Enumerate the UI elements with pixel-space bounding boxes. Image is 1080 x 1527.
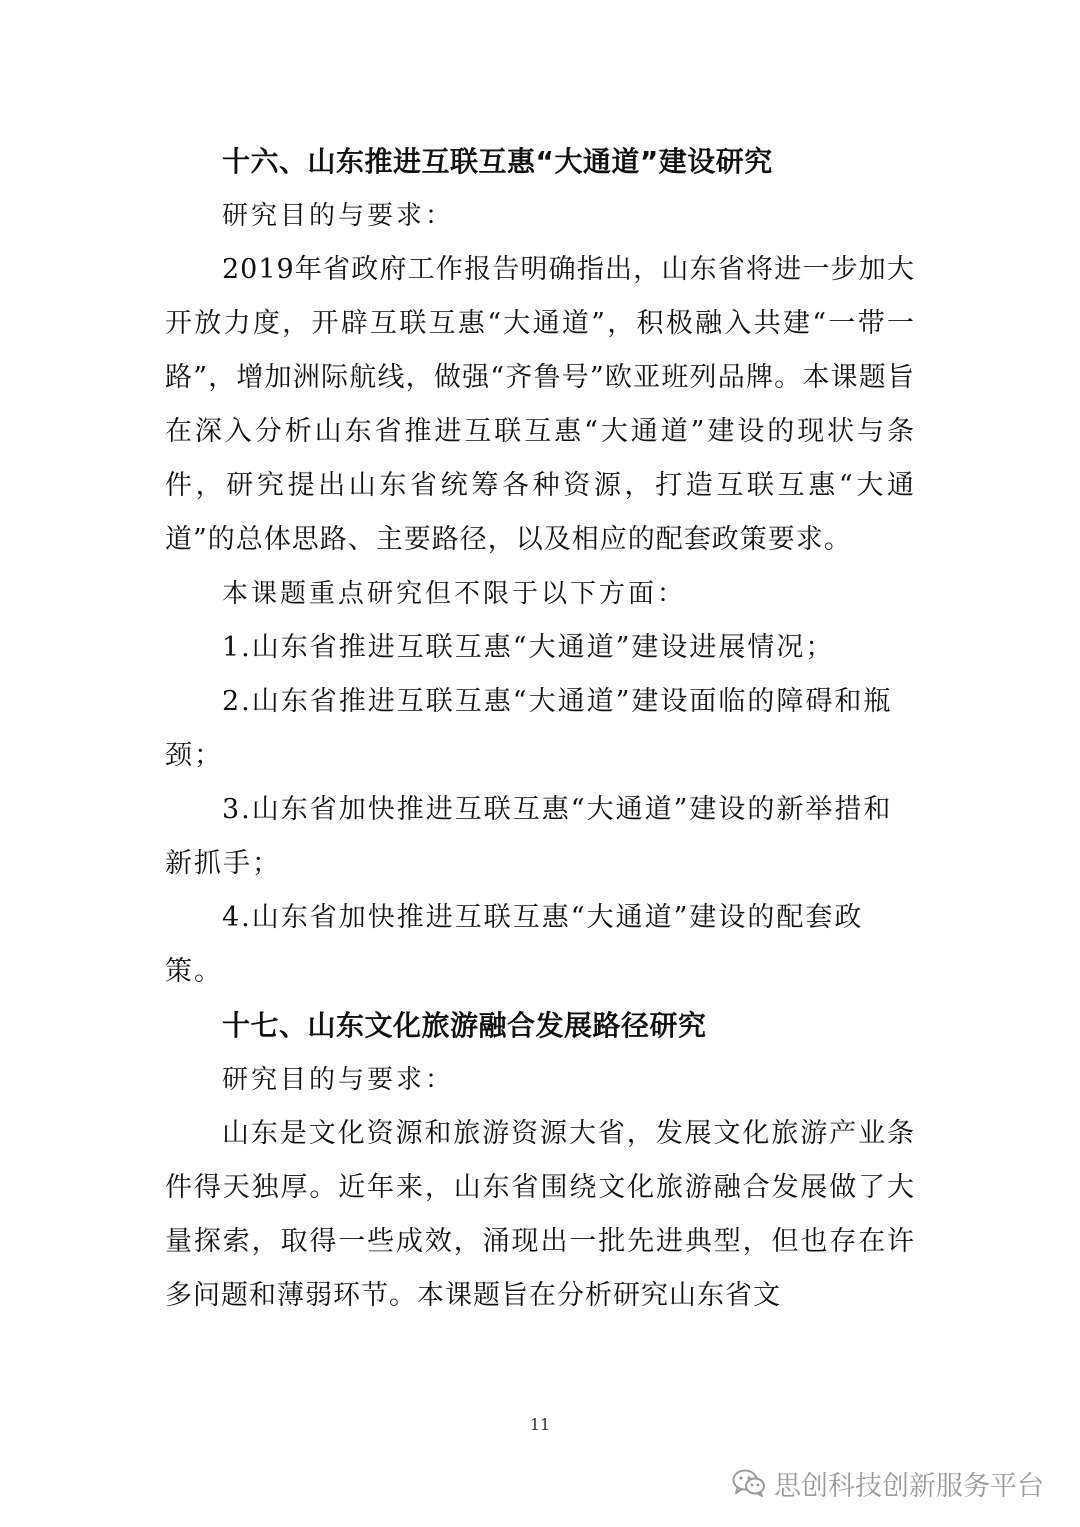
section-16-focus-label: 本课题重点研究但不限于以下方面： (222, 579, 687, 609)
section-16-item-2: 2.山东省推进互联互惠“大通道”建设面临的障碍和瓶颈； (165, 686, 893, 771)
wechat-icon (732, 1468, 766, 1498)
watermark-text: 思创科技创新服务平台 (774, 1470, 1044, 1502)
section-16-purpose-label: 研究目的与要求： (222, 201, 455, 231)
watermark (732, 1466, 1044, 1500)
section-16-purpose-text: 2019年省政府工作报告明确指出，山东省将进一步加大开放力度，开辟互联互惠“大通道”，积极融入共建“一带一路”，增加洲际航线，做强“齐鲁号”欧亚班列品牌。本课题旨在深入分析山东省推进互联互惠“大通道”建设的现状与条件，研究提出山东省统筹各种资源，打造互联互惠“大通道”的总体思路、主要路径，以及相应的配套政策要求。 (165, 254, 915, 555)
section-17-heading: 十七、山东文化旅游融合发展路径研究 (222, 1009, 707, 1042)
section-17-purpose-text: 山东是文化资源和旅游资源大省，发展文化旅游产业条件得天独厚。近年来，山东省围绕文化旅游融合发展做了大量探索，取得一些成效，涌现出一批先进典型，但也存在许多问题和薄弱环节。本课题旨在分析研究山东省文 (165, 1118, 915, 1311)
section-16-item-1: 1.山东省推进互联互惠“大通道”建设进展情况； (222, 632, 835, 663)
section-16-heading: 十六、山东推进互联互惠“大通道”建设研究 (222, 145, 773, 178)
section-16-item-3: 3.山东省加快推进互联互惠“大通道”建设的新举措和新抓手； (165, 794, 893, 879)
section-16-item-4: 4.山东省加快推进互联互惠“大通道”建设的配套政策。 (165, 902, 864, 987)
page-number: 11 (529, 1415, 551, 1434)
section-17-purpose-label: 研究目的与要求： (222, 1065, 455, 1095)
page-content (165, 135, 915, 1323)
